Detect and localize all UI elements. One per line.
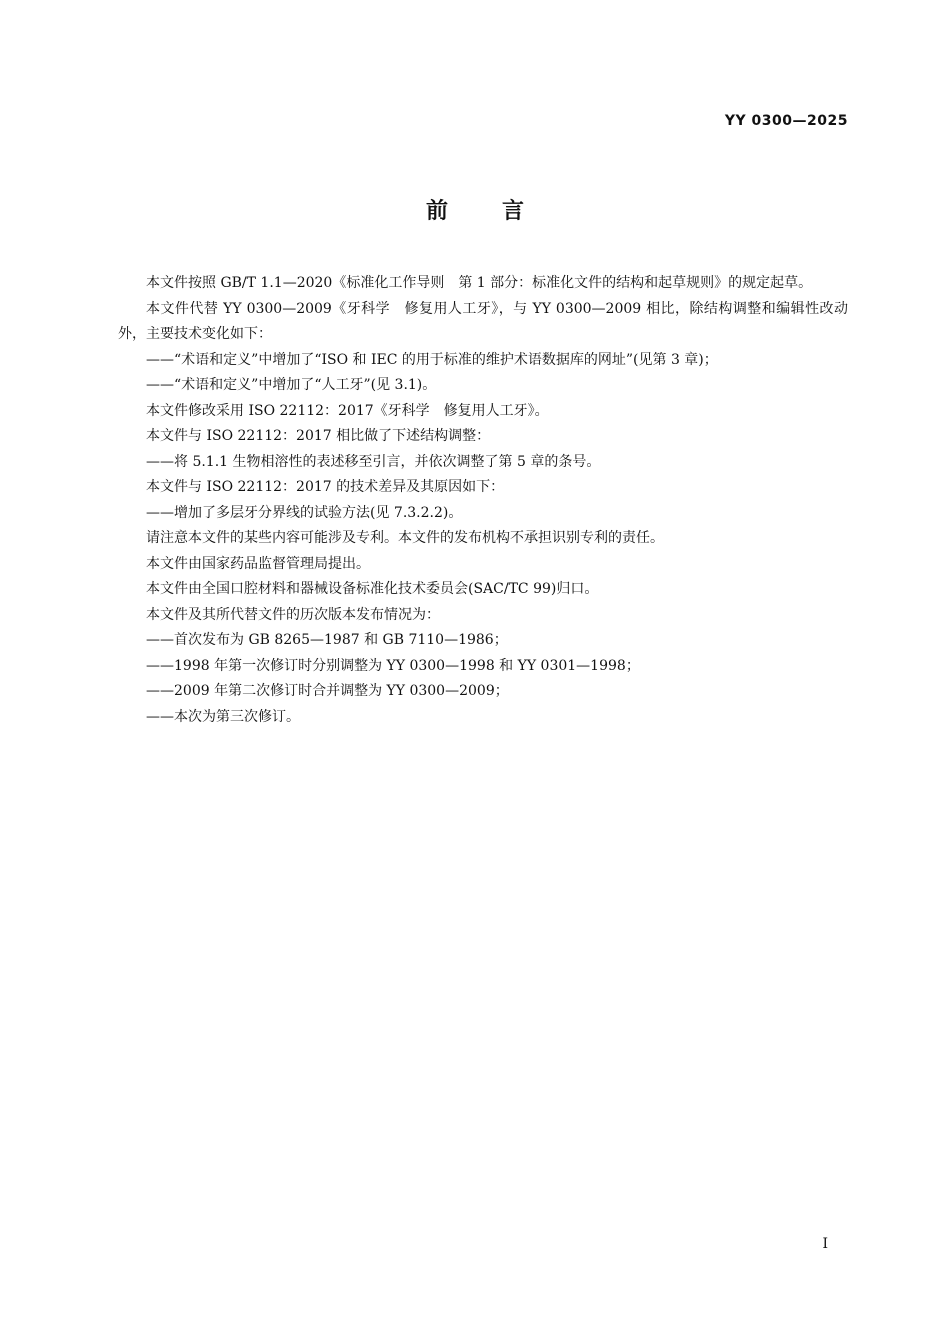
list-item: ——增加了多层牙分界线的试验方法(见 7.3.2.2)。 xyxy=(146,504,463,521)
paragraph: 本文件与 ISO 22112：2017 相比做了下述结构调整： xyxy=(146,428,491,444)
title-char-1: 前 xyxy=(425,199,448,224)
paragraph: 本文件按照 GB/T 1.1—2020《标准化工作导则 第 1 部分：标准化文件的结构和起草规则》的规定起草。 xyxy=(146,275,813,291)
list-item: ——将 5.1.1 生物相溶性的表述移至引言，并依次调整了第 5 章的条号。 xyxy=(146,453,601,470)
paragraph: 本文件及其所代替文件的历次版本发布情况为： xyxy=(146,606,440,623)
foreword-body xyxy=(118,271,848,730)
list-item: ——“术语和定义”中增加了“ISO 和 IEC 的用于标准的维护术语数据库的网址”(见第 3 章)； xyxy=(146,351,718,368)
list-item: ——“术语和定义”中增加了“人工牙”(见 3.1)。 xyxy=(146,377,437,393)
paragraph: 本文件代替 YY 0300—2009《牙科学 修复用人工牙》，与 YY 0300—2009 相比，除结构调整和编辑性改动外，主要技术变化如下： xyxy=(118,300,848,342)
paragraph: 本文件由国家药品监督管理局提出。 xyxy=(146,555,370,572)
paragraph: 本文件修改采用 ISO 22112：2017《牙科学 修复用人工牙》。 xyxy=(146,402,549,419)
list-item: ——首次发布为 GB 8265—1987 和 GB 7110—1986； xyxy=(146,632,508,648)
paragraph: 请注意本文件的某些内容可能涉及专利。本文件的发布机构不承担识别专利的责任。 xyxy=(146,530,664,546)
page-number: I xyxy=(822,1236,828,1252)
list-item: ——2009 年第二次修订时合并调整为 YY 0300—2009； xyxy=(146,683,509,699)
standard-code: YY 0300—2025 xyxy=(724,113,848,129)
list-item: ——本次为第三次修订。 xyxy=(146,708,300,725)
list-item: ——1998 年第一次修订时分别调整为 YY 0300—1998 和 YY 0301—1998； xyxy=(146,657,640,674)
paragraph: 本文件与 ISO 22112：2017 的技术差异及其原因如下： xyxy=(146,479,505,495)
paragraph: 本文件由全国口腔材料和器械设备标准化技术委员会(SAC/TC 99)归口。 xyxy=(146,581,599,597)
page-title xyxy=(0,194,950,225)
title-char-2: 言 xyxy=(502,199,525,224)
